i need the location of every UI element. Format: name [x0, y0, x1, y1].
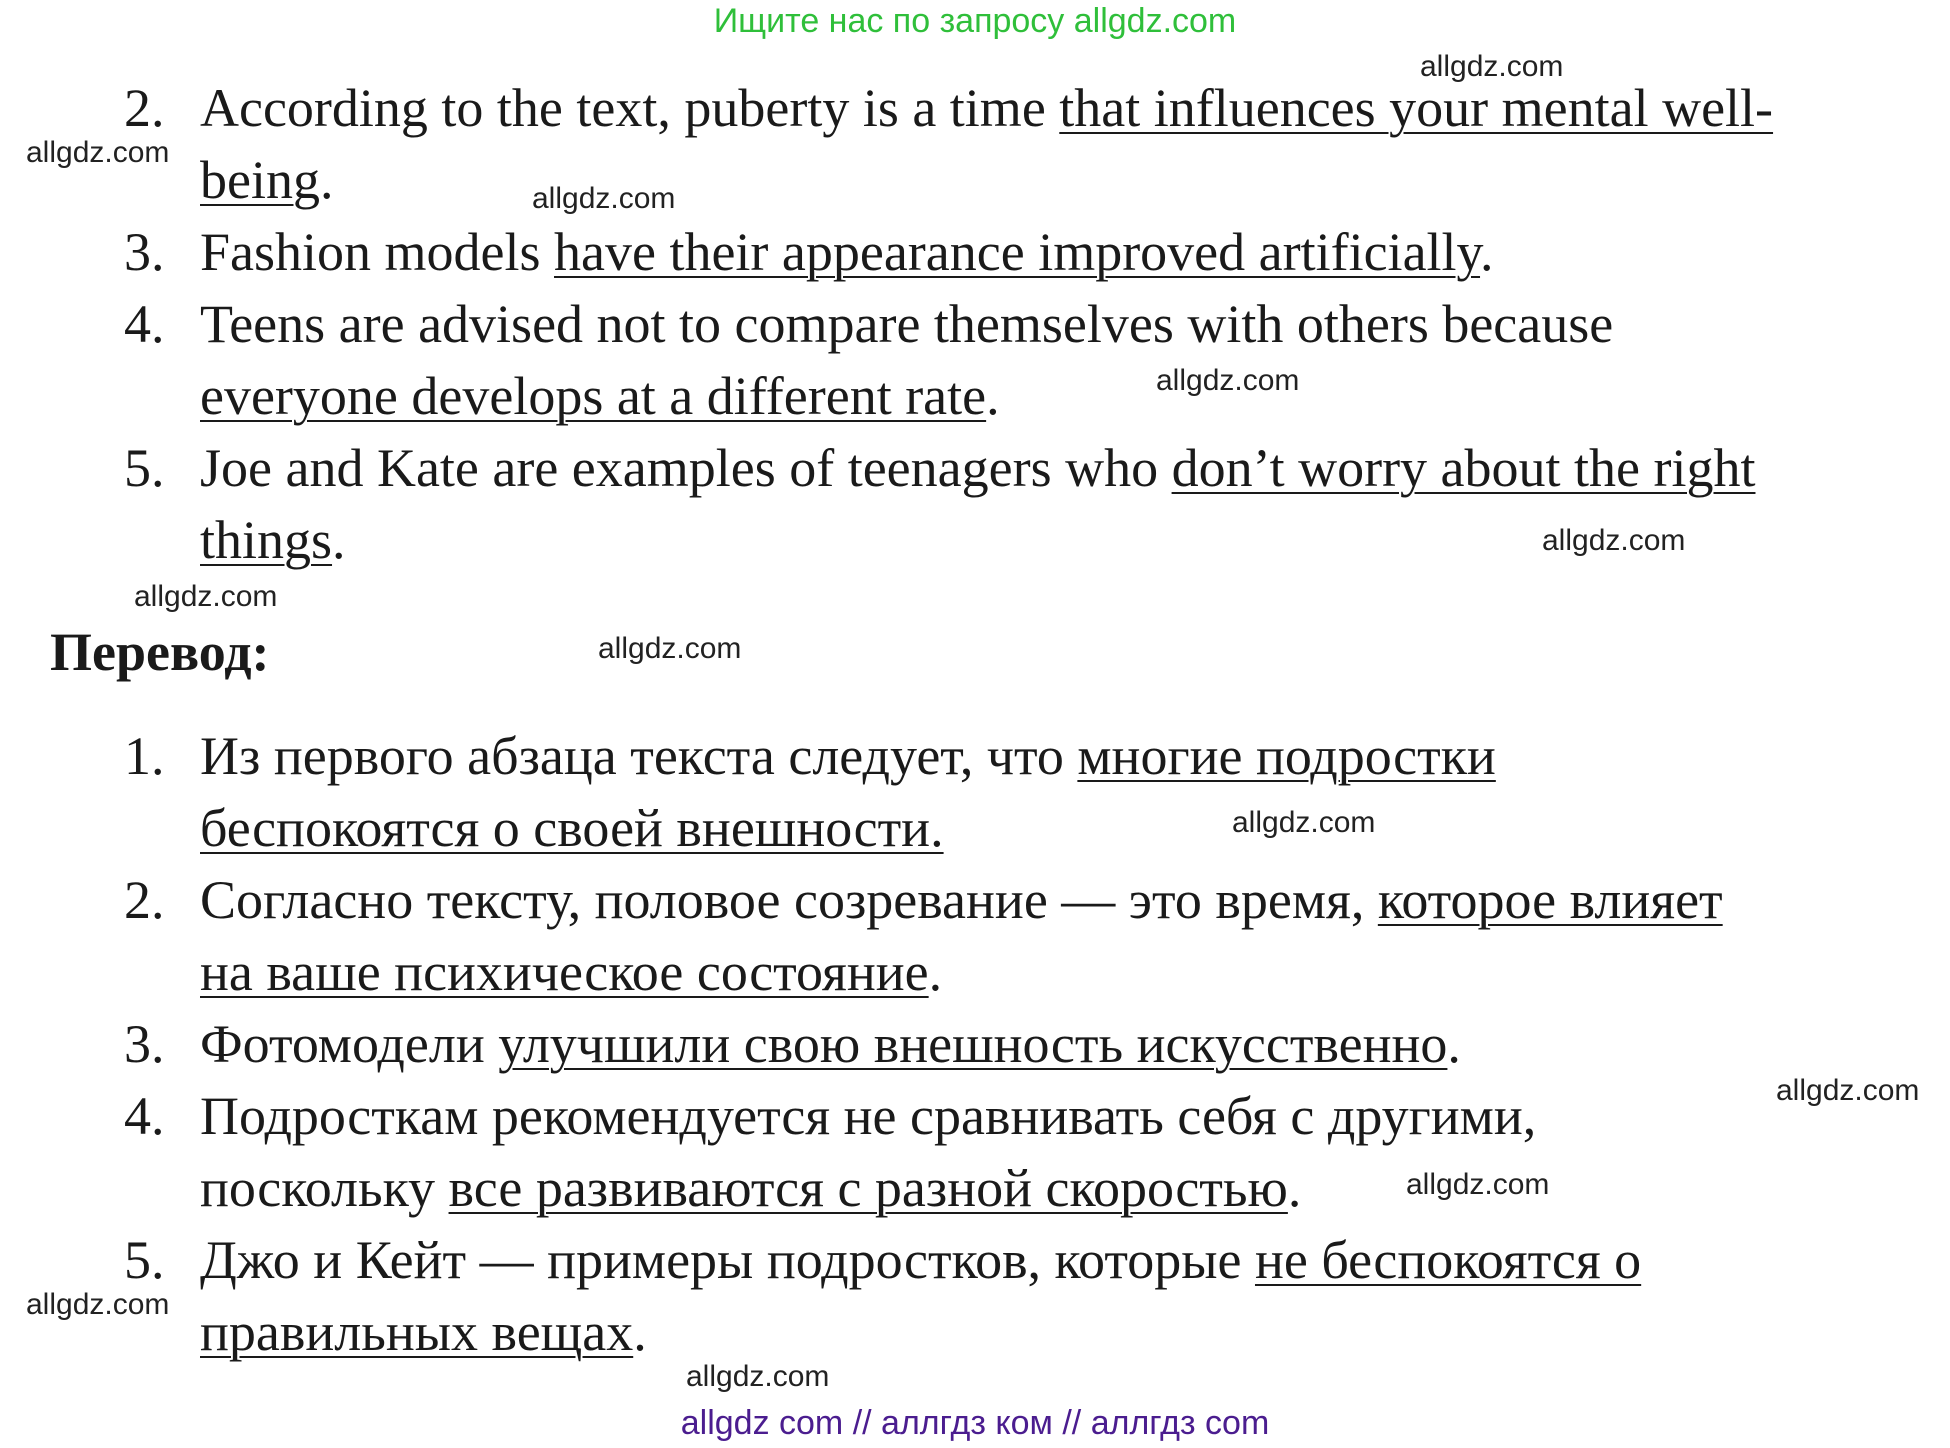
- watermark: allgdz.com: [1232, 806, 1376, 839]
- item-text-end: .: [332, 510, 346, 570]
- item-text-plain: Joe and Kate are examples of teenagers who: [200, 438, 1172, 498]
- item-text-end: .: [319, 150, 334, 210]
- item-text: [200, 1080, 1700, 1224]
- item-text-end: .: [986, 366, 1000, 426]
- watermark: allgdz.com: [26, 136, 170, 169]
- item-text-plain: According to the text, puberty is a time: [200, 78, 1060, 138]
- watermark: allgdz.com: [134, 580, 278, 613]
- item-text: [200, 288, 1760, 432]
- watermark: allgdz.com: [1542, 524, 1686, 557]
- item-text: [200, 720, 1700, 864]
- watermark: allgdz.com: [1776, 1074, 1920, 1107]
- watermark: allgdz.com: [686, 1360, 830, 1393]
- watermark: allgdz.com: [532, 182, 676, 215]
- item-text-plain: Подросткам рекомендуется не сравнивать себя с другими, поскольку: [200, 1086, 1537, 1218]
- item-text-underlined: которое влияет на ваше психическое состояние: [200, 870, 1723, 1002]
- item-text-underlined: that influences your mental well-being: [200, 78, 1774, 210]
- item-text: [200, 1224, 1800, 1368]
- watermark: allgdz.com: [1156, 364, 1300, 397]
- item-number: 1.: [124, 726, 165, 786]
- item-number: 4.: [124, 294, 165, 354]
- bottom-site-banner: allgdz com // аллгдз ком // аллгдз com: [680, 1404, 1270, 1442]
- item-text: [200, 432, 1760, 576]
- item-text: [200, 72, 1800, 216]
- item-text-underlined: многие подростки беспокоятся о своей внешности.: [200, 726, 1496, 858]
- item-text-end: .: [633, 1302, 647, 1362]
- item-text: [200, 864, 1730, 1008]
- item-number: 2.: [124, 78, 165, 138]
- item-text-end: .: [1480, 222, 1494, 282]
- item-text-plain: Джо и Кейт — примеры подростков, которые: [200, 1230, 1255, 1290]
- item-text-underlined: don’t worry about the right things: [200, 438, 1756, 570]
- item-number: 2.: [124, 870, 165, 930]
- item-number: 5.: [124, 1230, 165, 1290]
- item-text-underlined: все развиваются с разной скоростью: [448, 1158, 1288, 1218]
- item-text: [200, 216, 1800, 288]
- item-text-underlined: have their appearance improved artificially: [554, 222, 1481, 282]
- item-text-end: .: [928, 942, 943, 1002]
- item-text-plain: Фотомодели: [200, 1014, 499, 1074]
- item-text-plain: Fashion models: [200, 222, 555, 282]
- item-text-end: .: [1287, 1158, 1302, 1218]
- item-text-underlined: everyone develops at a different rate: [200, 366, 987, 426]
- top-search-banner: Ищите нас по запросу allgdz.com: [713, 2, 1237, 40]
- item-number: 4.: [124, 1086, 165, 1146]
- translation-heading: Перевод:: [50, 622, 270, 682]
- item-text-end: .: [1447, 1014, 1461, 1074]
- item-text-plain: Согласно тексту, половое созревание — это время,: [200, 870, 1378, 930]
- watermark: allgdz.com: [1406, 1168, 1550, 1201]
- watermark: allgdz.com: [598, 632, 742, 665]
- watermark: allgdz.com: [26, 1288, 170, 1321]
- item-number: 3.: [124, 222, 165, 282]
- item-text-underlined: не беспокоятся о правильных вещах: [200, 1230, 1642, 1362]
- watermark: allgdz.com: [1420, 50, 1564, 83]
- item-number: 5.: [124, 438, 165, 498]
- item-text-plain: Teens are advised not to compare themselves with others because: [200, 294, 1614, 354]
- item-text-plain: Из первого абзаца текста следует, что: [200, 726, 1078, 786]
- item-text-underlined: улучшили свою внешность искусственно: [498, 1014, 1448, 1074]
- item-text: [200, 1008, 1800, 1080]
- item-number: 3.: [124, 1014, 165, 1074]
